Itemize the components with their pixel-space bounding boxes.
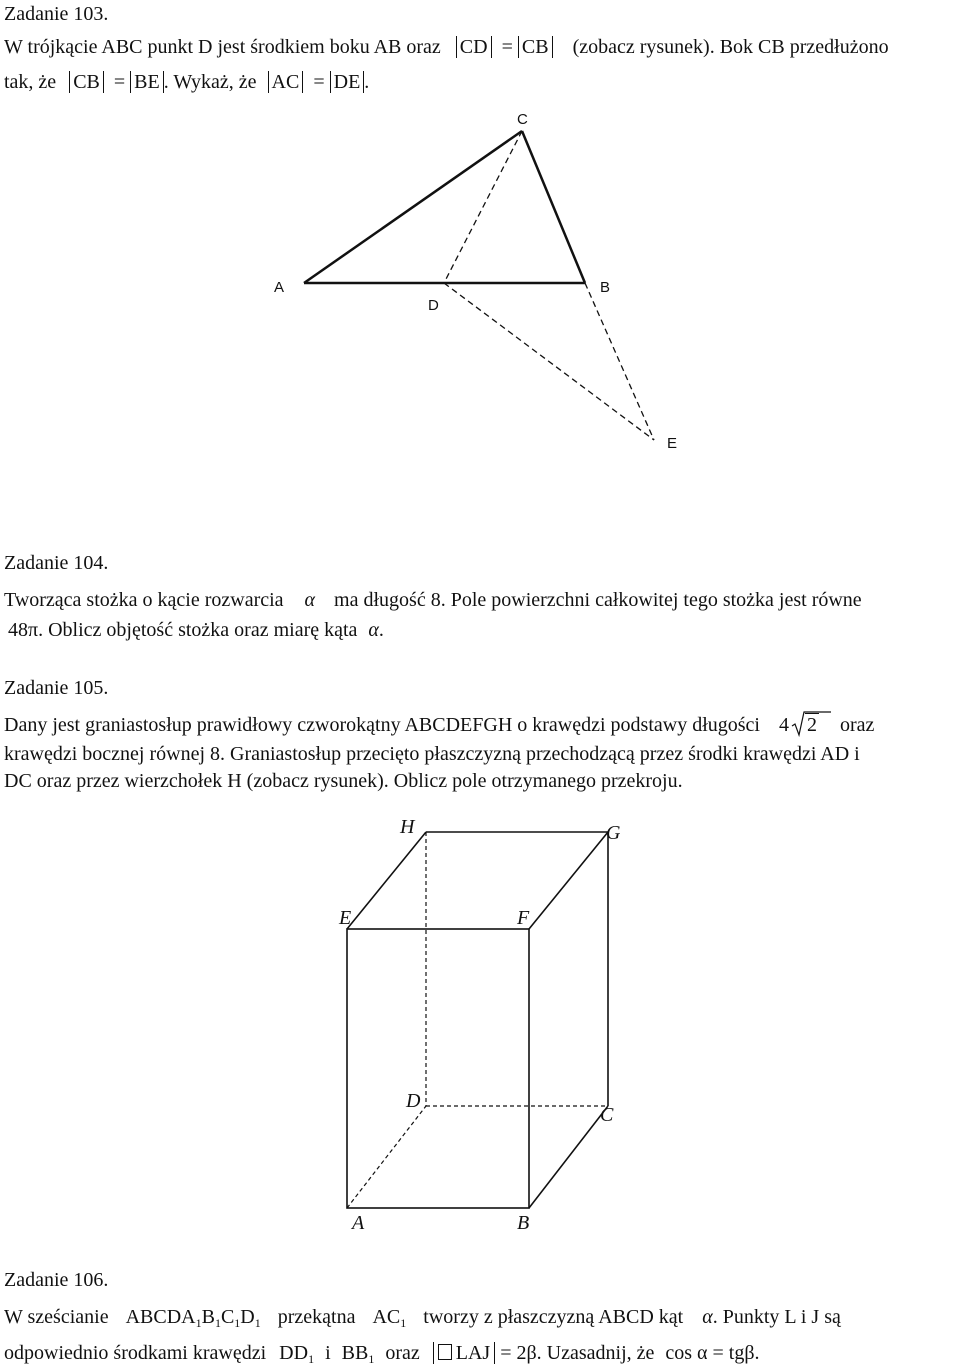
label-c: C [517,111,528,128]
label-b: B [600,279,611,296]
z106-ac: $AC_1$ [372,1306,407,1330]
z103-ac: AC [268,71,300,93]
label-c2: C [600,1104,614,1126]
z106-cube-name: $ABCDA_1B_1C_1D_1$ [125,1306,261,1330]
sqrt-radicand: 2 [807,714,817,736]
z103-be: BE [130,71,160,93]
label-b2: B [517,1212,530,1234]
z106-title: Zadanie 106. [4,1269,109,1291]
z103-line1-text-b: (zobacz rysunek). Bok CB przedłużono [572,36,889,58]
z104-line2-text-c: . [378,619,384,641]
label-e: E [667,435,678,452]
z103-eq1: = [501,36,513,58]
label-f: F [517,907,530,929]
z105-line2: krawędzi bocznej równej 8. Graniastosłup przecięto płaszczyzną przechodzącą przez środki krawędzi AD i [4,743,860,765]
label-a2: A [352,1212,365,1234]
z104-title: Zadanie 104. [4,552,109,574]
z105-line1-text-b: oraz [840,714,875,736]
z103-title: Zadanie 103. [4,3,109,25]
z106-line2-text-c: oraz [385,1342,420,1364]
alpha-symbol-2: α [368,619,379,641]
z104-line1-text-b: ma długość 8. Pole powierzchni całkowitej tego stożka jest równe [334,589,862,611]
z104-value: 48π [8,619,39,641]
z106-line2-text-d: . Uzasadnij, że [536,1342,655,1364]
z106-line1-text-a: W sześcianie [4,1306,109,1328]
z103-line2-text-b: . Wykaż, że [163,71,257,93]
edge-bc [529,1106,608,1208]
z104-line1-text-a: Tworząca stożka o kącie rozwarcia [4,589,284,611]
z104-line2-text-b: . Oblicz objętość stożka oraz miarę kąta [38,619,358,641]
z106-line2-text-a: odpowiednio środkami krawędzi [4,1342,267,1364]
label-g: G [606,822,621,844]
alpha-symbol-3: α [702,1306,713,1328]
z103-line2-text-c: . [364,71,370,93]
edge-ad-dashed [347,1106,426,1208]
z103-cb2: CB [69,71,100,93]
z106-dd: $DD_1$ [279,1342,315,1366]
label-d2: D [406,1090,421,1112]
z103-line1-text-a: W trójkącie ABC punkt D jest środkiem boku AB oraz [4,36,441,58]
label-h: H [400,816,415,838]
z106-line2 [4,1341,760,1371]
z106-line1-text-b: przekątna [277,1306,356,1328]
z105-title: Zadanie 105. [4,677,109,699]
label-e2: E [339,907,352,929]
z106-angle: LAJ [433,1342,490,1364]
alpha-symbol: α [304,589,316,611]
z106-line2-text-b: i [325,1342,331,1364]
label-d: D [428,297,439,314]
z103-line2-text-a: tak, że [4,71,57,93]
z105-line1-text-a: Dany jest graniastosłup prawidłowy czworokątny ABCDEFGH o krawędzi podstawy długości [4,714,760,736]
z105-value: 4 [779,714,789,736]
z103-cd: CD [456,36,488,58]
z106-angle-eq: = 2β [500,1342,537,1364]
z106-line1-text-c: tworzy z płaszczyzną ABCD kąt [423,1306,684,1328]
z106-cos-formula: cos α = tgβ [665,1342,755,1364]
face-front [347,929,529,1208]
z106-line2-text-e: . [754,1342,760,1364]
z103-eq2: = [113,71,126,93]
z106-bb: $BB_1$ [341,1342,375,1366]
z103-eq3: = [313,71,325,93]
z105-line3: DC oraz przez wierzchołek H (zobacz rysunek). Oblicz pole otrzymanego przekroju. [4,770,683,792]
z103-de: DE [330,71,361,93]
angle-icon [438,1344,452,1360]
label-a: A [274,279,285,296]
z103-cb: CB [518,36,549,58]
z106-line1-text-d: . Punkty L i J są [712,1306,841,1328]
z106-line1 [4,1305,841,1335]
edge-eh [347,832,426,929]
edge-fg [529,832,608,929]
